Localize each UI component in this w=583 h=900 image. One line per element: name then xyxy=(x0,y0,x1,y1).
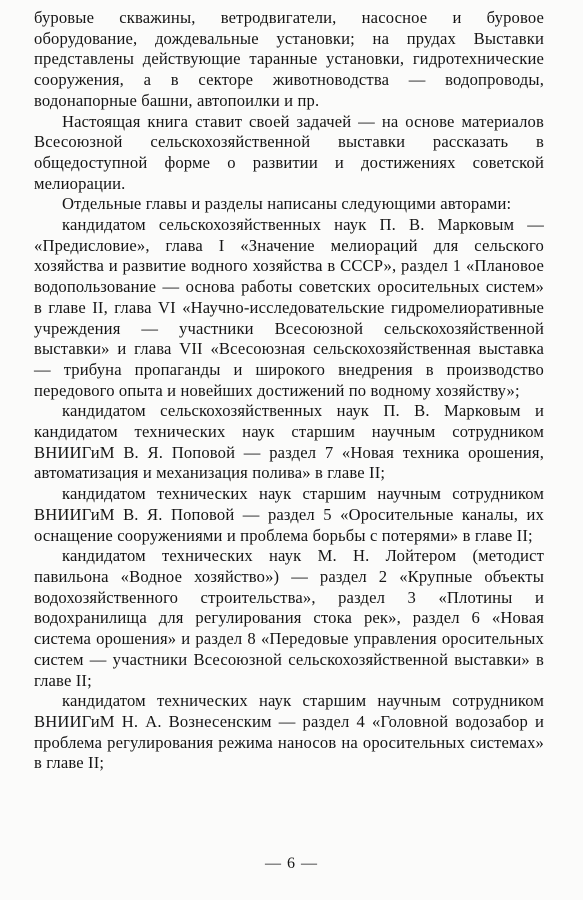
paragraph-author-markov: кандидатом сельскохозяйственных наук П. В. Марковым — «Предисловие», глава I «Значение мелиораций для сельского хозяйства и развитие водного хозяйства в СССР», раздел 1 «Плановое водопользование — основа работы советских оросительных систем» в главе II, глава VI «Научно-исследовательские гидромелиоративные учреждения — участники Всесоюзной сельскохозяйственной выставки» и глава VII «Всесоюзная сельскохозяйственная выставка — трибуна пропаганды и широкого внедрения в производство передового опыта и новейших достижений по водному хозяйству»; xyxy=(34,215,544,400)
paragraph-continued-exhibition: буровые скважины, ветродвигатели, насосное и буровое оборудование, дождевальные установки; на прудах Выставки представлены действующие таранные установки, гидротехнические сооружения, а в секторе животноводства — водопроводы, водонапорные башни, автопоилки и пр. xyxy=(34,8,544,110)
body-text xyxy=(34,8,544,774)
page-number: — 6 — xyxy=(265,855,318,872)
paragraph-authors-intro: Отдельные главы и разделы написаны следующими авторами: xyxy=(62,194,512,214)
paragraph-author-popova: кандидатом технических наук старшим научным сотрудником ВНИИГиМ В. Я. Поповой — раздел 5 «Оросительные каналы, их оснащение сооружениями и проблема борьбы с потерями» в главе II; xyxy=(34,484,544,545)
paragraph-book-purpose: Настоящая книга ставит своей задачей — на основе материалов Всесоюзной сельскохозяйственной выставки рассказать в общедоступной форме о развитии и достижениях советской мелиорации. xyxy=(34,111,544,193)
paragraph-author-voznesensky: кандидатом технических наук старшим научным сотрудником ВНИИГиМ Н. А. Вознесенским — раздел 4 «Головной водозабор и проблема регулирования режима наносов на оросительных системах» в главе II; xyxy=(34,691,544,773)
paragraph-author-markov-popova: кандидатом сельскохозяйственных наук П. В. Марковым и кандидатом технических наук старшим научным сотрудником ВНИИГиМ В. Я. Поповой — раздел 7 «Новая техника орошения, автоматизация и механизация полива» в главе II; xyxy=(34,401,544,483)
paragraph-author-loiter: кандидатом технических наук М. Н. Лойтером (методист павильона «Водное хозяйство») — раздел 2 «Крупные объекты водохозяйственного строительства», раздел 3 «Плотины и водохранилища для регулирования стока рек», раздел 6 «Новая система орошения» и раздел 8 «Передовые управления оросительных систем — участники Всесоюзной сельскохозяйственной выставки» в главе II; xyxy=(34,546,544,690)
